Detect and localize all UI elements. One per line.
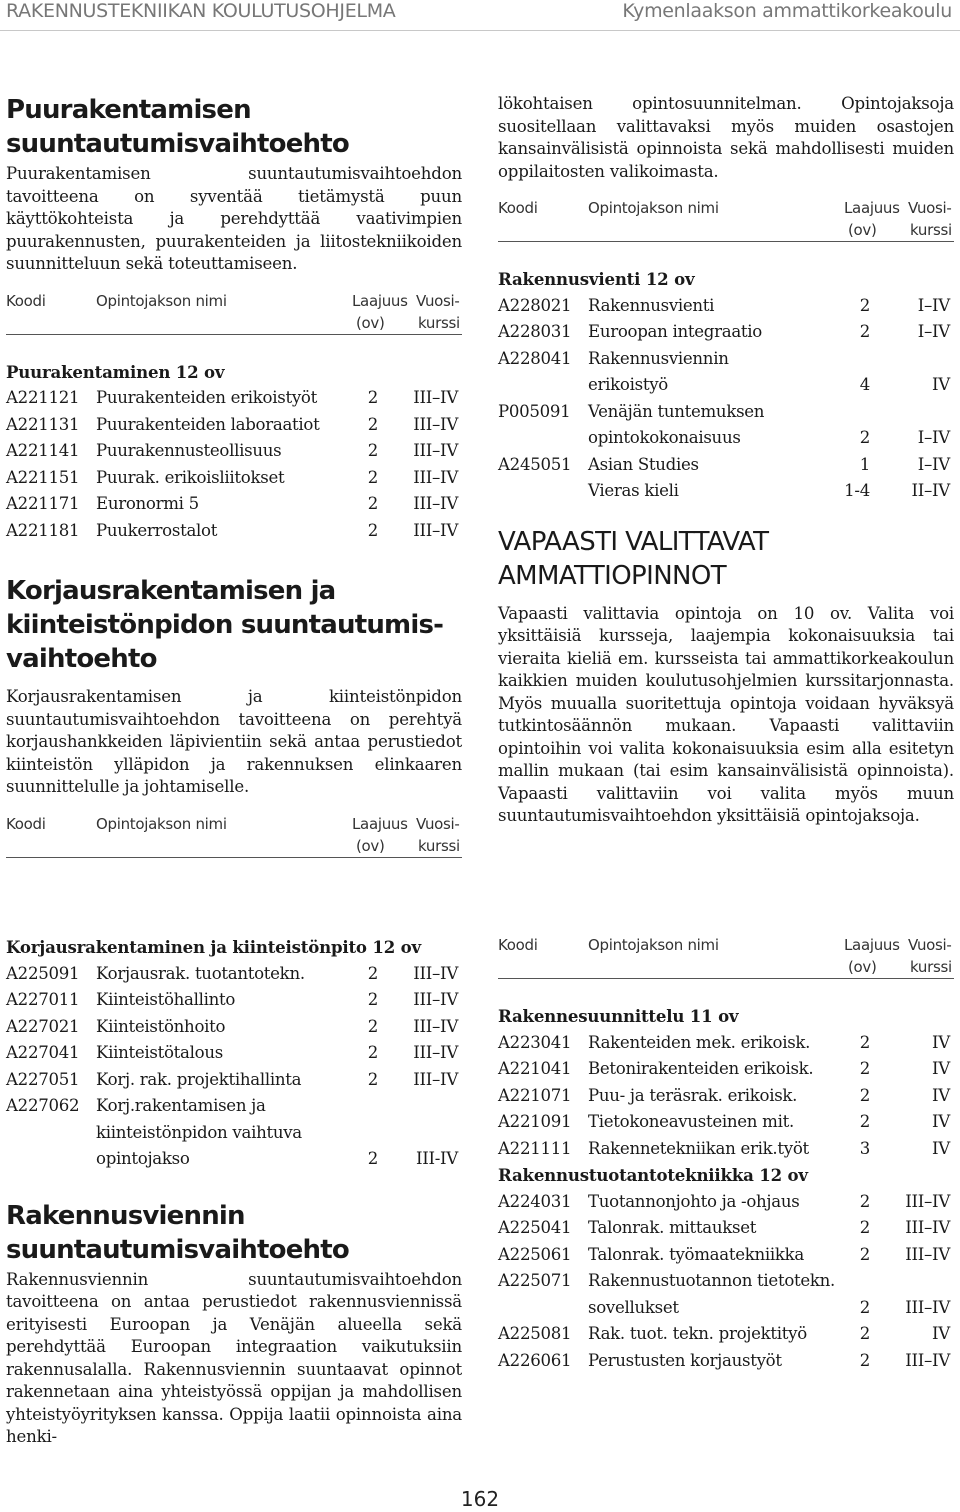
course-year: III–IV [413, 1016, 458, 1036]
course-credits: 2 [859, 1324, 870, 1343]
table-row [498, 1030, 954, 1057]
course-code: P005091 [498, 401, 571, 421]
course-year: III–IV [413, 990, 458, 1009]
course-year: IV [932, 1032, 950, 1052]
course-year: III–IV [905, 1191, 950, 1211]
course-code: A228021 [498, 295, 572, 315]
course-name: Puurakennusteollisuus [96, 441, 282, 460]
course-code: A227051 [6, 1069, 80, 1089]
course-code: A221091 [498, 1112, 572, 1131]
course-credits: 2 [367, 388, 378, 407]
course-name: Venäjän tuntemuksen opintokokonaisuus [588, 401, 765, 447]
course-credits: 2 [859, 428, 870, 447]
table-row [6, 1067, 462, 1094]
table-header: Koodi Opintojakson nimi Laajuus (ov) Vuosi- kurssi [6, 290, 462, 335]
table-row [6, 465, 462, 492]
table-row [498, 1189, 954, 1216]
header-rule [0, 30, 960, 31]
course-name: Puurakenteiden laboraatiot [96, 414, 320, 434]
course-name: Tuotannonjohto ja -ohjaus [588, 1191, 800, 1211]
puu-course-list [6, 385, 462, 544]
table-row [498, 1056, 954, 1083]
puu-intro: Puurakentamisen suuntautumisvaihtoehdon tavoitteena on syventää tietämystä puun käyttökohteista ja perehdyttää vaativimpien puurakennusten, puurakenteiden ja liitostekniikoiden suunnitteluun sekä toteuttamiseen. [6, 164, 462, 273]
table-row [6, 1040, 462, 1067]
course-credits: 3 [859, 1138, 870, 1158]
course-credits: 2 [859, 1032, 870, 1052]
course-code: A224031 [498, 1191, 572, 1211]
table-row [498, 1136, 954, 1163]
course-year: III–IV [413, 494, 458, 513]
course-name: Rakenteiden mek. erikoisk. [588, 1032, 811, 1052]
course-code: A225081 [498, 1324, 572, 1343]
course-year: IV [932, 1324, 950, 1343]
course-credits: 2 [367, 1069, 378, 1089]
course-code: A227041 [6, 1043, 80, 1062]
course-credits: 2 [859, 1218, 870, 1237]
table-row [6, 491, 462, 518]
course-name: Betonirakenteiden erikoisk. [588, 1059, 814, 1078]
table-row [498, 293, 954, 320]
course-name: Kiinteistönhoito [96, 1016, 226, 1036]
course-code: A221171 [6, 494, 80, 513]
korjaus-title: Korjausrakentamisen ja kiinteistönpidon suuntautumis- vaihtoehto [6, 576, 444, 674]
course-year: III-IV [415, 1149, 458, 1168]
course-code: A228031 [498, 322, 572, 341]
course-name: Puu- ja teräsrak. erikoisk. [588, 1085, 798, 1105]
course-code: A227011 [6, 990, 80, 1009]
course-code: A221041 [498, 1059, 572, 1078]
course-name: Rakennetekniikan erik.työt [588, 1138, 809, 1158]
korjaus-intro: Korjausrakentamisen ja kiinteistönpidon suuntautumisvaihtoehdon tavoitteena on perehtyä korjaushankkeiden läpivientiin sekä antaa perustiedot kiinteistön ylläpidon ja rakennuksen elinkaaren suunnittelulle ja johtamiselle. [6, 687, 462, 796]
course-name: Tietokoneavusteinen mit. [588, 1112, 794, 1131]
course-year: III–IV [413, 414, 458, 434]
course-name: Asian Studies [588, 454, 699, 474]
course-code: A221151 [6, 467, 80, 487]
course-year: IV [932, 1059, 950, 1078]
table-header: Koodi Opintojakson nimi Laajuus (ov) Vuosi- kurssi [6, 813, 462, 858]
course-year: III–IV [413, 1043, 458, 1062]
course-credits: 2 [367, 1149, 378, 1168]
course-credits: 2 [859, 1191, 870, 1211]
column-top-right [498, 93, 954, 828]
table-row [498, 452, 954, 479]
course-code: A225061 [498, 1244, 572, 1264]
running-header [0, 0, 960, 26]
table-row [6, 518, 462, 545]
course-code: A225041 [498, 1218, 572, 1237]
course-year: III–IV [413, 441, 458, 460]
suunnittelu-section-heading: Rakennesuunnittelu 11 ov [498, 1006, 739, 1026]
korjaus-section-heading: Korjausrakentaminen ja kiinteistönpito 12 ov [6, 937, 421, 957]
course-year: III–IV [905, 1350, 950, 1370]
course-year: IV [932, 1138, 950, 1158]
course-name: Talonrak. mittaukset [588, 1218, 757, 1237]
course-year: IV [932, 1112, 950, 1131]
table-header: Koodi Opintojakson nimi Laajuus (ov) Vuosi- kurssi [498, 934, 954, 979]
table-row [498, 1083, 954, 1110]
course-code: A221071 [498, 1085, 572, 1105]
table-row [498, 1348, 954, 1375]
vienti-section-heading: Rakennusvienti 12 ov [498, 269, 695, 289]
puu-section-heading: Puurakentaminen 12 ov [6, 361, 225, 382]
course-name: Rakennustuotannon tietotekn. sovellukset [588, 1271, 836, 1317]
course-code: A226061 [498, 1350, 572, 1370]
course-credits: 2 [859, 1085, 870, 1105]
vienti-course-list [498, 293, 954, 505]
course-code: A221141 [6, 441, 80, 460]
course-credits: 2 [367, 494, 378, 513]
table-row [498, 1268, 954, 1321]
course-code: A245051 [498, 454, 572, 474]
course-year: III–IV [413, 1069, 458, 1089]
course-year: III–IV [413, 388, 458, 407]
course-code: A227021 [6, 1016, 80, 1036]
course-code: A221131 [6, 414, 80, 434]
course-credits: 2 [367, 520, 378, 540]
table-row [6, 987, 462, 1014]
table-row [498, 346, 954, 399]
course-name: Kiinteistöhallinto [96, 990, 236, 1009]
table-row [498, 319, 954, 346]
course-year: II–IV [911, 481, 950, 500]
course-credits: 2 [367, 963, 378, 983]
course-year: I–IV [917, 454, 950, 474]
course-year: III–IV [413, 467, 458, 487]
table-row [6, 1093, 462, 1173]
course-code: A225071 [498, 1271, 572, 1290]
course-code: A227062 [6, 1096, 80, 1115]
course-name: Korj.rakentamisen ja kiinteistönpidon vaihtuva opintojakso [96, 1096, 302, 1168]
course-credits: 2 [367, 441, 378, 460]
course-credits: 2 [367, 1043, 378, 1062]
table-row [498, 1109, 954, 1136]
table-row [498, 399, 954, 452]
course-credits: 2 [367, 414, 378, 434]
course-name: Rak. tuot. tekn. projektityö [588, 1324, 807, 1343]
table-row [498, 1321, 954, 1348]
tuotanto-section-heading: Rakennustuotantotekniikka 12 ov [498, 1165, 808, 1185]
course-year: IV [932, 1085, 950, 1105]
course-code: A221121 [6, 388, 80, 407]
course-year: III–IV [905, 1297, 950, 1317]
course-name: Perustusten korjaustyöt [588, 1350, 782, 1370]
table-row [6, 438, 462, 465]
course-credits: 2 [859, 1244, 870, 1264]
table-row [498, 1242, 954, 1269]
course-code: A221181 [6, 520, 80, 540]
column-bottom-left [6, 934, 462, 1449]
course-year: I–IV [917, 295, 950, 315]
header-institution: Kymenlaakson ammattikorkeakoulu [622, 0, 952, 22]
table-row [498, 1215, 954, 1242]
course-code: A228041 [498, 348, 572, 368]
table-row [6, 961, 462, 988]
course-credits: 1 [859, 454, 870, 474]
course-name: Korj. rak. projektihallinta [96, 1069, 302, 1089]
course-credits: 1-4 [844, 481, 870, 500]
vienti-intro-continued: lökohtaisen opintosuunnitelman. Opintojaksoja suositellaan valittavaksi myös muiden osastojen kansainvälisistä opinnoista sekä mahdollisesti muiden oppilaitosten valikoimasta. [498, 94, 954, 181]
course-credits: 2 [859, 1350, 870, 1370]
course-name: Korjausrak. tuotantotekn. [96, 963, 305, 983]
course-credits: 2 [859, 322, 870, 341]
course-name: Kiinteistötalous [96, 1043, 223, 1062]
course-name: Puurak. erikoisliitokset [96, 467, 285, 487]
course-credits: 2 [859, 1059, 870, 1078]
course-code: A225091 [6, 963, 80, 983]
table-row [6, 385, 462, 412]
course-code: A223041 [498, 1032, 572, 1052]
course-credits: 4 [859, 375, 870, 394]
course-year: III–IV [413, 963, 458, 983]
column-top-left [6, 93, 462, 882]
table-row [6, 1014, 462, 1041]
page-number: 162 [460, 1487, 500, 1511]
suunnittelu-course-list [498, 1030, 954, 1163]
vapaat-title: VAPAASTI VALITTAVAT AMMATTIOPINNOT [498, 526, 769, 591]
course-credits: 2 [367, 990, 378, 1009]
course-year: IV [932, 375, 950, 394]
course-credits: 2 [367, 1016, 378, 1036]
vienti-intro: Rakennusviennin suuntautumisvaihtoehdon tavoitteena on antaa perustiedot rakennusviennissä erityisesti Euroopan ja Venäjän alueella sekä perehdyttää Euroopan integraation vaikutuksiin rakennusalalla. Rakennusviennin suuntaavat opinnot rakennetaan aina yhteistyössä oppijan ja mahdollisen yhteistyöyrityksen kanssa. Oppija laatii opinnoista aina henki- [6, 1269, 462, 1446]
course-name: Talonrak. työmaatekniikka [588, 1244, 804, 1264]
puu-title: Puurakentamisen suuntautumisvaihtoehto [6, 95, 349, 159]
course-name: Rakennusvienti [588, 295, 715, 315]
column-bottom-right [498, 934, 954, 1374]
table-row [498, 478, 954, 505]
vienti-title: Rakennusviennin suuntautumisvaihtoehto [6, 1200, 349, 1265]
course-name: Puukerrostalot [96, 520, 218, 540]
header-program-title: RAKENNUSTEKNIIKAN KOULUTUSOHJELMA [6, 0, 396, 22]
course-credits: 2 [859, 1297, 870, 1317]
course-name: Euronormi 5 [96, 494, 199, 513]
course-name: Puurakenteiden erikoistyöt [96, 388, 317, 407]
course-credits: 2 [367, 467, 378, 487]
course-name: Rakennusviennin erikoistyö [588, 348, 729, 394]
table-row [6, 412, 462, 439]
course-code: A221111 [498, 1138, 572, 1158]
course-name: Vieras kieli [588, 481, 679, 500]
vapaat-intro: Vapaasti valittavia opintoja on 10 ov. Valita voi yksittäisiä kursseja, laajempia kokonaisuuksia tai vieraita kieliä em. kursseista tai ammattikorkeakoulun kaikkien muiden koulutusohjelmien kurssitarjonnasta. Myös muualla suoritettuja opintoja voidaan hyväksyä tutkintosäännön mukaan. Vapaasti valittaviin opintoihin voi valita kokonaisuuksia esim alla esitetyn mallin mukaan (tai esim kansainvälisistä opinnoista). Vapaasti valittaviin voi valita myös muun suuntautumisvaihtoehdon yksittäisiä opintojaksoja. [498, 603, 954, 825]
course-year: I–IV [917, 322, 950, 341]
course-name: Euroopan integraatio [588, 322, 762, 341]
course-year: I–IV [917, 428, 950, 447]
table-header: Koodi Opintojakson nimi Laajuus (ov) Vuosi- kurssi [498, 197, 954, 242]
course-year: III–IV [413, 520, 458, 540]
tuotanto-course-list [498, 1189, 954, 1375]
course-credits: 2 [859, 1112, 870, 1131]
course-year: III–IV [905, 1218, 950, 1237]
korjaus-course-list [6, 961, 462, 1173]
course-year: III–IV [905, 1244, 950, 1264]
course-credits: 2 [859, 295, 870, 315]
